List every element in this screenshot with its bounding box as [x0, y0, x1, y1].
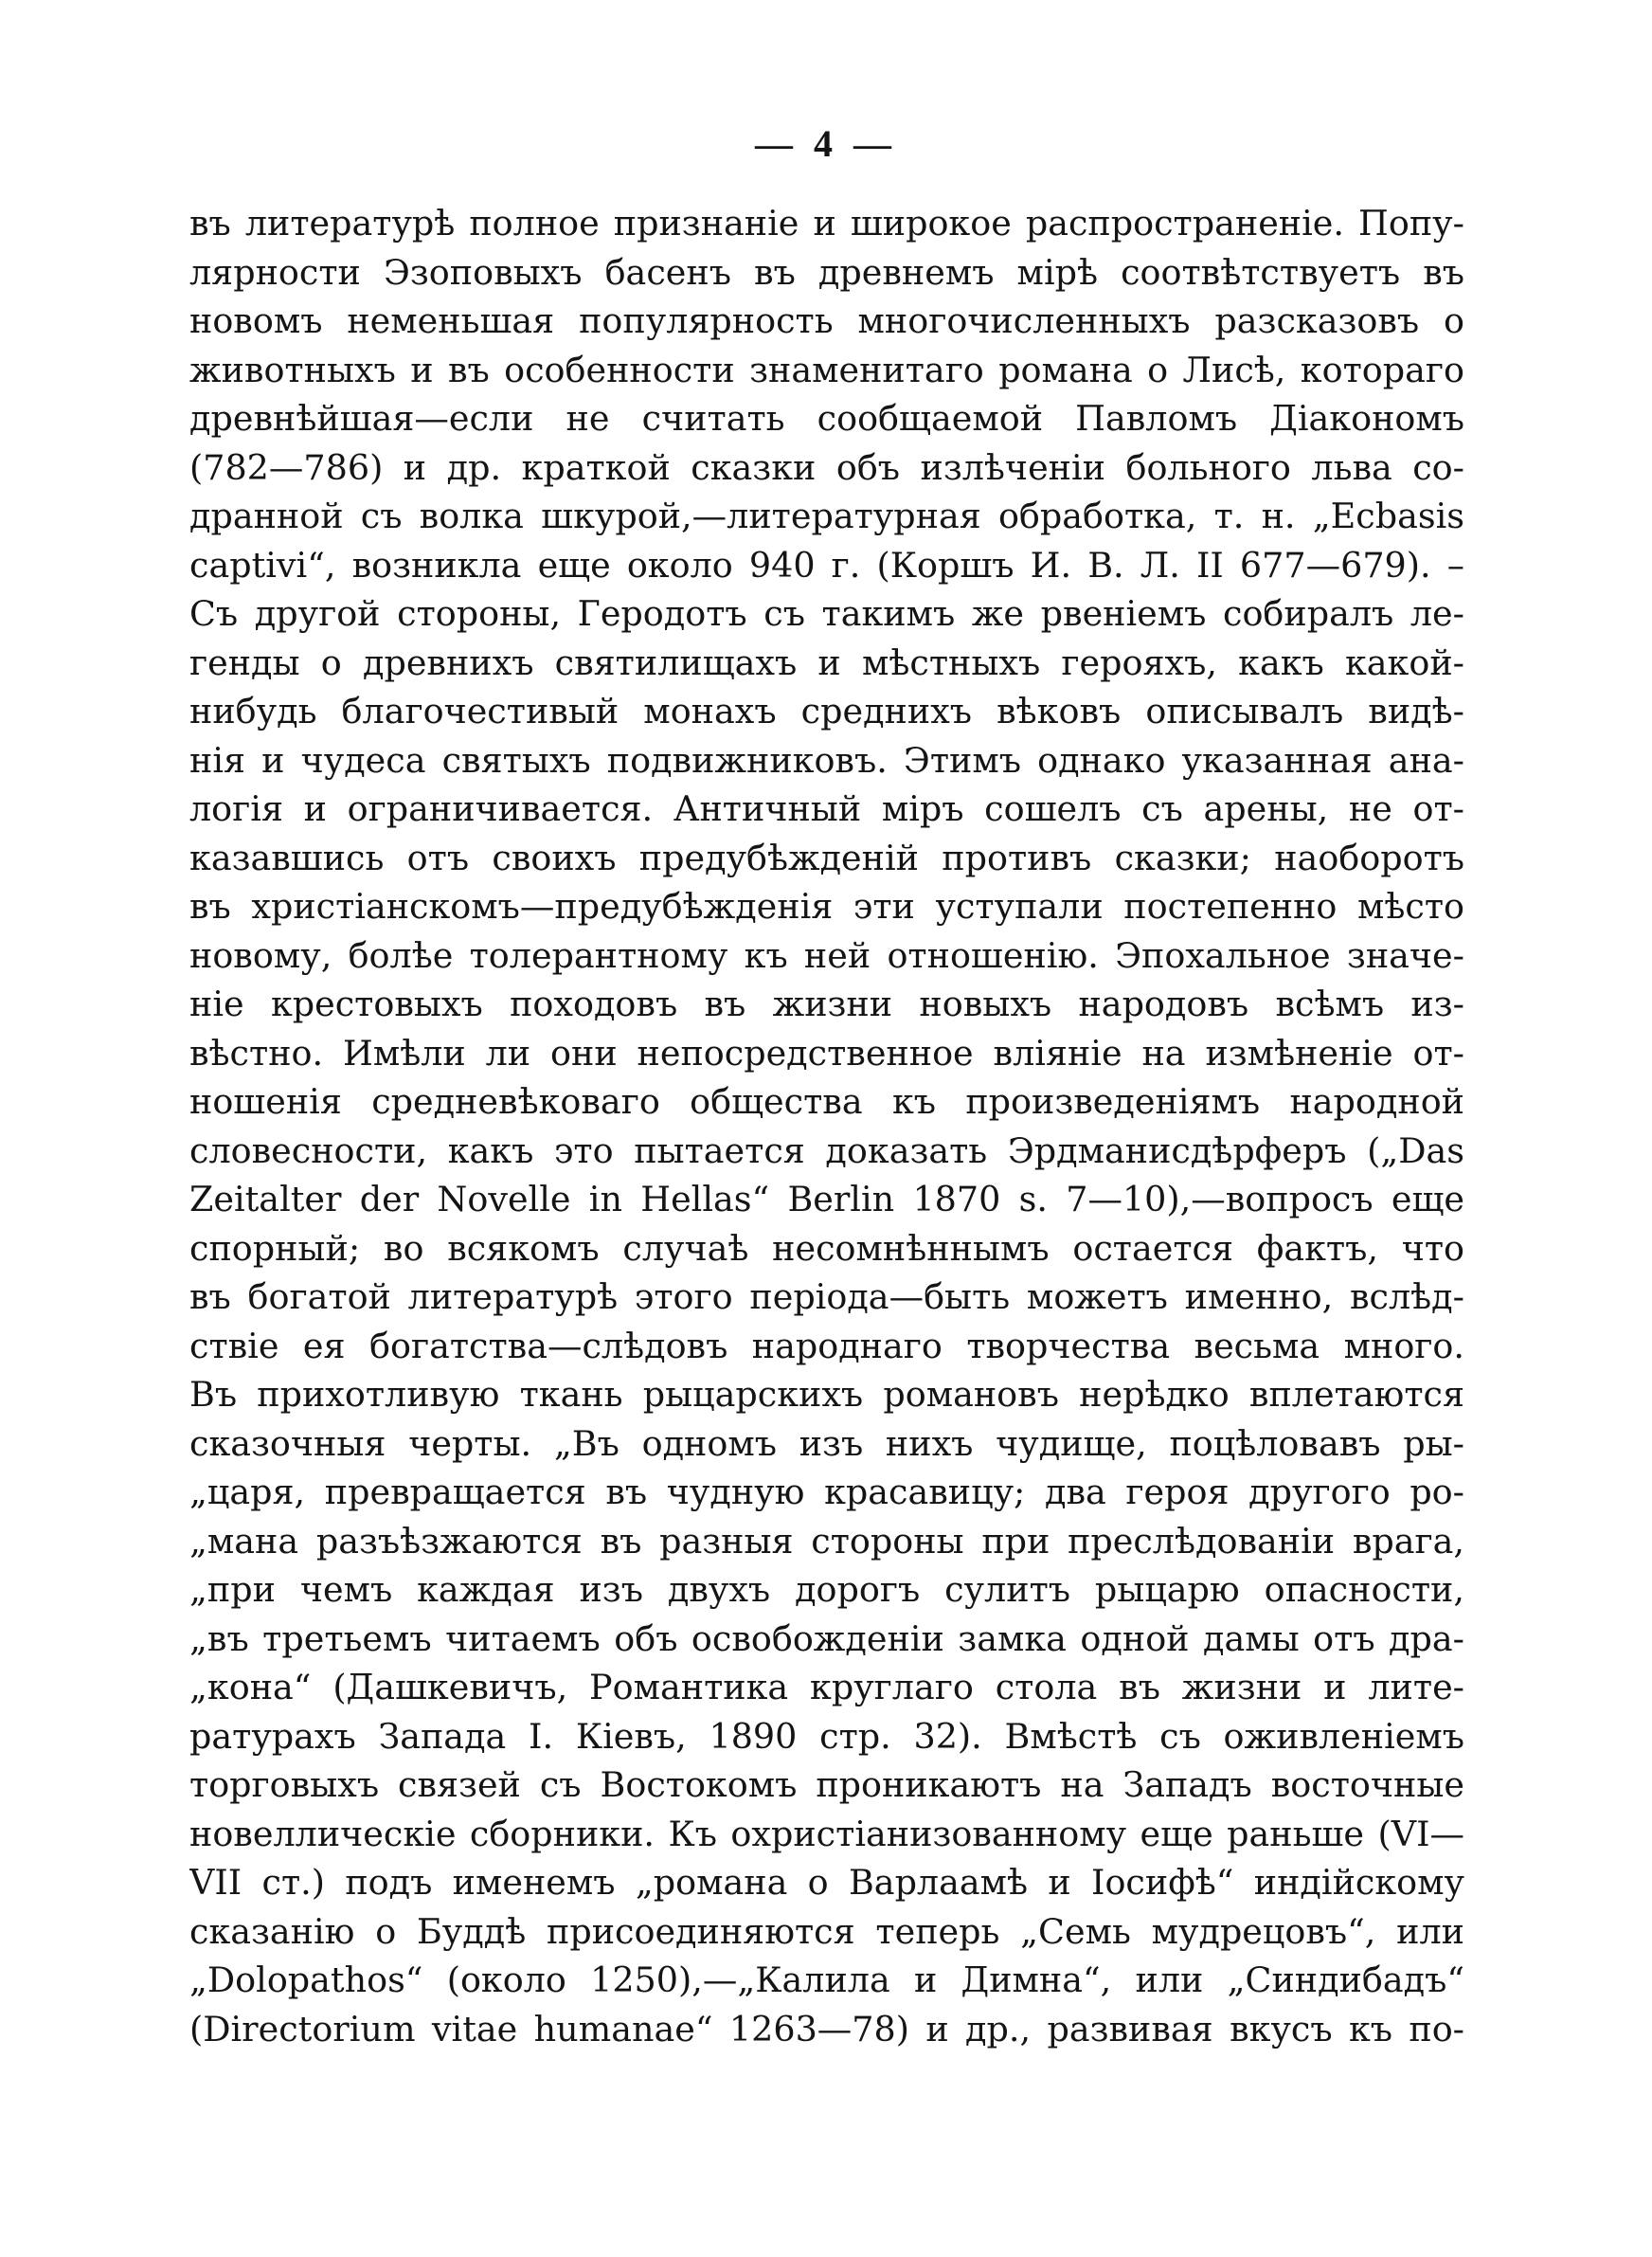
text-line: въ христіанскомъ—предубѣжденія эти уступали постепенно мѣсто	[189, 886, 1464, 927]
text-line: новеллическіе сборники. Къ охристіанизованному еще раньше (VI—	[189, 1813, 1464, 1854]
text-line: въ богатой литературѣ этого періода—быть можетъ именно, вслѣд-	[189, 1276, 1464, 1317]
text-line: новомъ неменьшая популярность многочисленныхъ разсказовъ о	[189, 300, 1464, 341]
text-line: дранной съ волка шкурой,—литературная обработка, т. н. „Ecbasis	[189, 496, 1464, 536]
text-line: лярности Эзоповыхъ басенъ въ древнемъ мірѣ соотвѣтствуетъ въ	[189, 251, 1464, 293]
text-line: (782—786) и др. краткой сказки объ излѣченіи больного льва со-	[189, 446, 1464, 488]
text-line: нибудь благочестивый монахъ среднихъ вѣковъ описывалъ видѣ-	[189, 691, 1464, 731]
text-line: Въ прихотливую ткань рыцарскихъ романовъ нерѣдко вплетаются	[189, 1374, 1464, 1415]
text-line: казавшись отъ своихъ предубѣжденій противъ сказки; наоборотъ	[189, 837, 1464, 878]
body-text	[189, 199, 1464, 2053]
text-line: „мана разъѣзжаются въ разныя стороны при преслѣдованіи врага,	[189, 1520, 1464, 1562]
text-line: VII ст.) подъ именемъ „романа о Варлаамѣ и Іосифѣ“ индійскому	[189, 1862, 1464, 1903]
text-line: „Dolopathos“ (около 1250),—„Калила и Димна“, или „Синдибадъ“	[189, 1959, 1464, 2000]
text-line: ніе крестовыхъ походовъ въ жизни новыхъ народовъ всѣмъ из-	[189, 984, 1464, 1024]
text-line: ствіе ея богатства—слѣдовъ народнаго творчества весьма много.	[189, 1325, 1464, 1366]
text-line: (Directorium vitae humanae“ 1263—78) и др., развивая вкусъ къ по-	[189, 2008, 1464, 2049]
text-line: торговыхъ связей съ Востокомъ проникаютъ на Западъ восточные	[189, 1764, 1464, 1805]
text-line: captivi“, возникла еще около 940 г. (Коршъ И. В. Л. II 677—679). –	[189, 544, 1464, 586]
text-line: нія и чудеса святыхъ подвижниковъ. Этимъ однако указанная ана-	[189, 739, 1464, 781]
text-line: животныхъ и въ особенности знаменитаго романа о Лисѣ, котораго	[189, 349, 1464, 390]
text-line: Zeitalter der Novelle in Hellas“ Berlin 1870 s. 7—10),—вопросъ еще	[189, 1179, 1464, 1219]
text-line: словесности, какъ это пытается доказать Эрдманисдѣрферъ („Das	[189, 1129, 1464, 1171]
text-line: логія и ограничивается. Античный міръ сошелъ съ арены, не от-	[189, 788, 1464, 829]
text-line: „кона“ (Дашкевичъ, Романтика круглаго стола въ жизни и лите-	[189, 1667, 1464, 1707]
text-line: спорный; во всякомъ случаѣ несомнѣннымъ остается фактъ, что	[189, 1227, 1464, 1269]
text-line: новому, болѣе толерантному къ ней отношенію. Эпохальное значе-	[189, 934, 1464, 976]
text-line: Съ другой стороны, Геродотъ съ такимъ же рвеніемъ собиралъ ле-	[189, 593, 1464, 634]
text-line: въ литературѣ полное признаніе и широкое распространеніе. Попу-	[189, 203, 1464, 244]
text-line: „при чемъ каждая изъ двухъ дорогъ сулитъ рыцарю опасности,	[189, 1569, 1464, 1610]
text-line: „въ третьемъ читаемъ объ освобожденіи замка одной дамы отъ дра-	[189, 1617, 1464, 1659]
text-line: древнѣйшая—если не считать сообщаемой Павломъ Діакономъ	[189, 398, 1464, 439]
text-line: генды о древнихъ святилищахъ и мѣстныхъ герояхъ, какъ какой-	[189, 641, 1464, 683]
page-number: — 4 —	[755, 122, 897, 165]
text-line: ношенія средневѣковаго общества къ произведеніямъ народной	[189, 1081, 1464, 1122]
text-line: „царя, превращается въ чудную красавицу; два героя другого ро-	[189, 1472, 1464, 1512]
text-line: вѣстно. Имѣли ли они непосредственное вліяніе на измѣненіе от-	[189, 1032, 1464, 1074]
text-line: сказанію о Буддѣ присоединяются теперь „Семь мудрецовъ“, или	[189, 1910, 1464, 1952]
text-line: сказочныя черты. „Въ одномъ изъ нихъ чудище, поцѣловавъ ры-	[189, 1422, 1464, 1464]
text-line: ратурахъ Запада I. Кіевъ, 1890 стр. 32). Вмѣстѣ съ оживленіемъ	[189, 1715, 1464, 1757]
